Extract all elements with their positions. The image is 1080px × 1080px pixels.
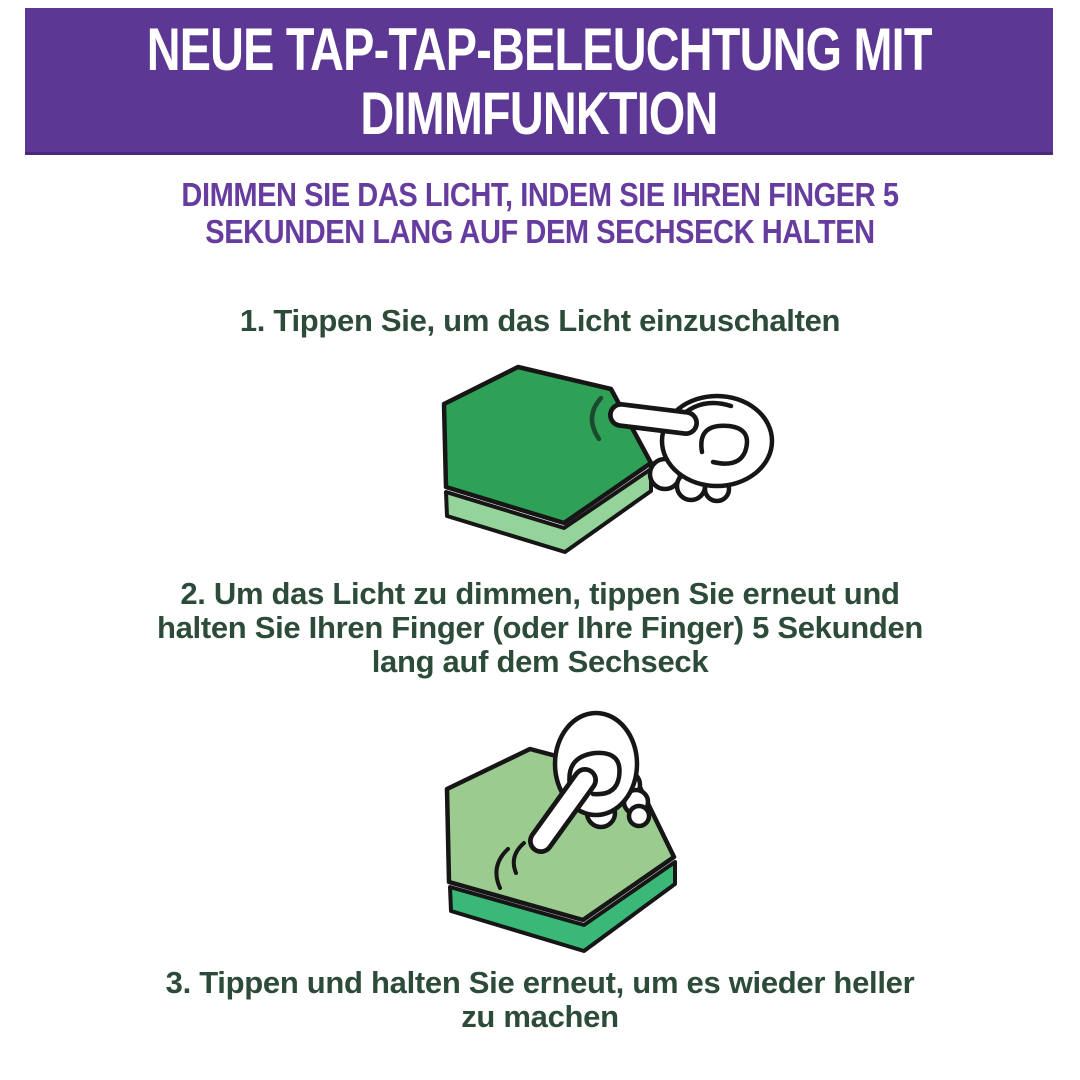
step-3-text-line-1: 3. Tippen und halten Sie erneut, um es wieder heller bbox=[165, 965, 915, 1000]
banner-title-line-1: NEUE TAP-TAP-BELEUCHTUNG MIT bbox=[146, 15, 932, 83]
step-2-text-line-1: 2. Um das Licht zu dimmen, tippen Sie erneut und bbox=[180, 576, 900, 611]
step-1-illustration bbox=[420, 356, 780, 586]
step-1-heading bbox=[0, 304, 1080, 338]
header-banner bbox=[25, 8, 1053, 155]
step-3-heading bbox=[0, 966, 1080, 1034]
step-2-illustration bbox=[425, 698, 690, 966]
step-2-text-line-3: lang auf dem Sechseck bbox=[371, 644, 709, 679]
subtitle-line-2: SEKUNDEN LANG AUF DEM SECHSECK HALTEN bbox=[205, 213, 875, 250]
step-2-text-line-2: halten Sie Ihren Finger (oder Ihre Finger) 5 Sekunden bbox=[156, 610, 924, 645]
pressing-hand-icon bbox=[541, 713, 649, 841]
step-1-text: 1. Tippen Sie, um das Licht einzuschalten bbox=[239, 303, 841, 338]
subtitle bbox=[0, 176, 1080, 250]
subtitle-line-1: DIMMEN SIE DAS LICHT, INDEM SIE IHREN FINGER 5 bbox=[181, 176, 899, 213]
step-2-heading bbox=[0, 577, 1080, 679]
step-3-text-line-2: zu machen bbox=[461, 999, 619, 1034]
banner-title-line-2: DIMMFUNKTION bbox=[360, 79, 718, 147]
